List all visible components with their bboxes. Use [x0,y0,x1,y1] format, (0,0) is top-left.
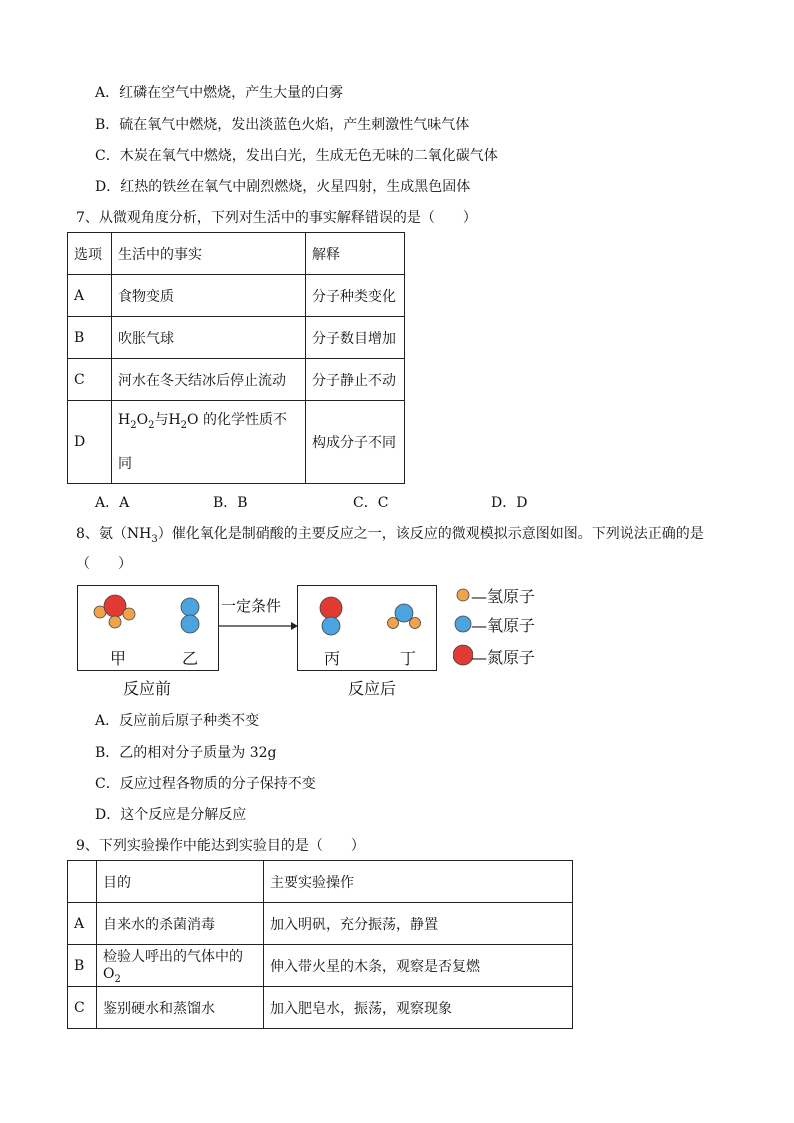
oxygen-atom [322,617,340,635]
table-row [68,945,573,987]
q7-row-c-explanation: 分子静止不动 [306,359,405,401]
hydrogen-atom [123,608,135,620]
q6-option-b: B．硫在氧气中燃烧，发出淡蓝色火焰，产生刺激性气味气体 [95,117,470,133]
q8-option-b: B．乙的相对分子质量为 32g [95,745,277,761]
oxygen-atom [181,598,199,616]
q9-row-c-goal: 鉴别硬水和蒸馏水 [97,987,264,1029]
nitrogen-atom [320,597,342,619]
q7-header-option: 选项 [68,233,112,275]
q8-option-d: D．这个反应是分解反应 [95,807,247,823]
table-row [68,275,405,317]
formula-text: H [118,412,131,428]
goal-text: 检验人呼出的气体中的 O [103,949,243,983]
q7-choice-a: A．A [95,495,130,511]
label-jia: 甲 [110,649,127,668]
q9-stem: 9、下列实验操作中能达到实验目的是（ ） [76,838,365,854]
q9-row-a-option: A [68,903,97,945]
after-box [297,585,437,671]
legend-nitrogen: —氮原子 [471,648,536,667]
q9-row-a-goal: 自来水的杀菌消毒 [97,903,264,945]
q7-choice-d: D．D [491,495,528,511]
q8-option-c: C．反应过程各物质的分子保持不变 [95,776,316,792]
q7-row-a-fact: 食物变质 [112,275,306,317]
q6-option-d: D．红热的铁丝在氧气中剧烈燃烧，火星四射，生成黑色固体 [95,179,471,195]
q9-header-option [68,861,97,903]
q9-row-c-option: C [68,987,97,1029]
q7-choice-c: C．C [353,495,389,511]
q9-row-c-operation: 加入肥皂水，振荡，观察现象 [264,987,573,1029]
table-row [68,317,405,359]
formula-text: O 的化学性质不 [187,412,287,428]
hydrogen-atom [410,618,421,629]
label-bing: 丙 [324,649,341,668]
label-yi: 乙 [182,649,199,668]
q7-row-c-option: C [68,359,112,401]
nitrogen-legend-icon [453,645,473,665]
subscript: 2 [114,973,121,985]
q6-option-a: A．红磷在空气中燃烧，产生大量的白雾 [95,85,344,101]
caption-after: 反应后 [348,679,397,698]
caption-before: 反应前 [123,679,172,698]
subscript: 3 [151,533,158,545]
hydrogen-atom [388,618,399,629]
q7-row-d-explanation: 构成分子不同 [306,401,405,484]
q7-header-explanation: 解释 [306,233,405,275]
q8-stem-line1 [76,523,704,545]
table-row [68,903,573,945]
hydrogen-legend-icon [457,589,469,601]
table-row [68,401,405,484]
q9-row-b-option: B [68,945,97,987]
oxygen-atom [181,615,199,633]
table-row [68,987,573,1029]
subscript: 2 [130,419,137,431]
q7-row-b-option: B [68,317,112,359]
q8-stem-line2: （ ） [76,556,132,572]
q6-option-c: C．木炭在氧气中燃烧，发出白光，生成无色无味的二氧化碳气体 [95,148,498,164]
q7-choices [95,492,527,512]
before-box [77,585,219,671]
subscript: 2 [180,419,188,431]
q7-row-d-option: D [68,401,112,484]
q7-row-a-explanation: 分子种类变化 [306,275,405,317]
q7-table [67,232,405,484]
q7-row-b-fact: 吹胀气球 [112,317,306,359]
stem-text: ）催化氧化是制硝酸的主要反应之一，该反应的微观模拟示意图如图。下列说法正确的是 [157,526,704,542]
formula-text: 与H [154,412,181,428]
q9-header-operation: 主要实验操作 [264,861,573,903]
formula-text: 同 [118,455,132,472]
q7-row-b-explanation: 分子数目增加 [306,317,405,359]
q7-row-d-fact [112,401,306,484]
legend-hydrogen: —氢原子 [471,587,536,606]
oxygen-atom [395,604,413,622]
reaction-arrow-icon [219,619,299,633]
oxygen-legend-icon [455,616,471,632]
q9-table [67,860,573,1029]
formula-text: O [136,412,149,428]
q8-option-a: A．反应前后原子种类不变 [95,713,260,729]
reaction-condition: 一定条件 [221,597,282,615]
label-ding: 丁 [400,649,417,668]
q7-stem: 7、从微观角度分析，下列对生活中的事实解释错误的是（ ） [76,210,477,226]
q7-row-c-fact: 河水在冬天结冰后停止流动 [112,359,306,401]
hydrogen-atom [109,616,121,628]
q9-row-b-operation: 伸入带火星的木条，观察是否复燃 [264,945,573,987]
q9-header-goal: 目的 [97,861,264,903]
legend-icons [453,583,473,673]
table-header-row [68,861,573,903]
q9-row-b-goal [97,945,264,987]
q7-header-fact: 生活中的事实 [112,233,306,275]
q7-choice-b: B．B [213,495,248,511]
q9-row-a-operation: 加入明矾，充分振荡，静置 [264,903,573,945]
legend-oxygen: —氧原子 [471,616,536,635]
stem-text: 8、氨（NH [76,526,152,542]
subscript: 2 [148,419,155,431]
q7-row-a-option: A [68,275,112,317]
table-header-row [68,233,405,275]
table-row [68,359,405,401]
